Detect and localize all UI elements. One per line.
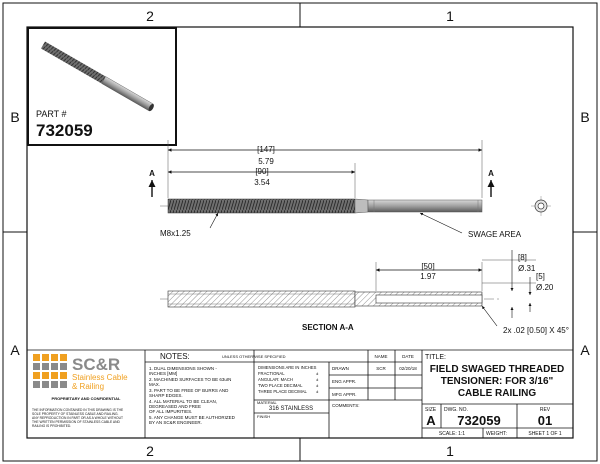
section-marker-right: A: [488, 169, 494, 178]
section-threaded-body: [168, 291, 355, 307]
scale-value: SCALE: 1:1: [438, 431, 466, 437]
zone-right-b: B: [580, 109, 590, 125]
proprietary-text: [32, 408, 124, 428]
dim-id-mm: [5]: [536, 272, 545, 281]
section-view: [160, 250, 569, 335]
section-marker-left: A: [149, 169, 155, 178]
svg-text:±: ±: [316, 371, 319, 376]
isometric-inset: [28, 28, 176, 145]
row-drawn-name: SCR: [376, 366, 386, 371]
svg-text:±: ±: [316, 383, 319, 388]
row-drawn-label: DRAWN: [332, 366, 349, 371]
logo-sub-1: Stainless Cable: [72, 373, 128, 382]
dim-overall-mm: [147]: [257, 145, 275, 154]
svg-text:DIMENSIONS ARE IN INCHES: DIMENSIONS ARE IN INCHES: [258, 365, 317, 370]
svg-text:INCHES [MM]: INCHES [MM]: [149, 371, 178, 376]
end-view: [531, 196, 551, 216]
chamfer-callout: 2x .02 [0.50] X 45°: [503, 326, 569, 335]
notes-list: [149, 366, 236, 425]
thread-callout: M8x1.25: [160, 229, 191, 238]
svg-text:RAILING IS PROHIBITED.: RAILING IS PROHIBITED.: [32, 424, 72, 428]
row-eng-appr-label: ENG APPR.: [332, 379, 357, 384]
dim-bore-length-in: 1.97: [420, 272, 436, 281]
tolerance-block: [258, 365, 319, 394]
svg-text:THE INFORMATION CONTAINED IN T: THE INFORMATION CONTAINED IN THIS DRAWING IS THE: [32, 408, 124, 412]
row-drawn-date: 02/20/18: [399, 366, 417, 371]
title-line-3: CABLE RAILING: [457, 388, 537, 399]
svg-text:TWO PLACE DECIMAL: TWO PLACE DECIMAL: [258, 383, 303, 388]
svg-text:DEGREASED AND FREE: DEGREASED AND FREE: [149, 404, 202, 409]
section-title: SECTION A-A: [302, 323, 354, 332]
dim-od-in: Ø.31: [518, 264, 536, 273]
size-value: A: [426, 413, 436, 428]
svg-text:OF ALL IMPURITIES.: OF ALL IMPURITIES.: [149, 409, 193, 414]
material-value: 316 STAINLESS: [268, 406, 314, 412]
title-label: TITLE:: [425, 354, 447, 361]
dim-thread-mm: [90]: [255, 167, 269, 176]
svg-text:SHARP EDGES.: SHARP EDGES.: [149, 393, 183, 398]
zone-left-a: A: [10, 342, 20, 358]
zone-top-2: 2: [146, 8, 154, 24]
svg-text:THE WRITTEN PERMISSION OF STAI: THE WRITTEN PERMISSION OF STAINLESS CABLE AND: [32, 420, 120, 424]
svg-text:FRACTIONAL: FRACTIONAL: [258, 371, 285, 376]
rev-value: 01: [537, 413, 553, 428]
title-line-2: TENSIONER: FOR 3/16": [440, 376, 554, 387]
zone-bottom-1: 1: [446, 443, 454, 459]
inset-part-number: 732059: [36, 121, 93, 140]
zone-top-1: 1: [446, 8, 454, 24]
sheet-value: SHEET 1 OF 1: [528, 431, 562, 437]
notes-subtitle: UNLESS OTHERWISE SPECIFIED: [222, 354, 286, 359]
svg-text:±: ±: [316, 389, 319, 394]
row-mfg-appr-label: MFG APPR.: [332, 392, 357, 397]
svg-text:5. ANY CHANGE MUST BE AUTHORIZ: 5. ANY CHANGE MUST BE AUTHORIZED: [149, 415, 235, 420]
zone-right-a: A: [580, 342, 590, 358]
svg-text:ANY REPRODUCTION IN PART OR AS: ANY REPRODUCTION IN PART OR AS A WHOLE WITHOUT: [32, 416, 123, 420]
dwg-value: 732059: [457, 413, 501, 428]
material-label: MATERIAL: [257, 400, 277, 405]
top-view: [149, 140, 551, 239]
svg-text:MAX.: MAX.: [149, 382, 161, 387]
size-label: SIZE: [425, 407, 437, 413]
dim-id-in: Ø.20: [536, 283, 554, 292]
row-comments-label: COMMENTS:: [332, 403, 360, 408]
svg-text:2. MACHINED SURFACES TO BE 63u: 2. MACHINED SURFACES TO BE 63uIN: [149, 377, 232, 382]
svg-text:1. DUAL DIMENSIONS SHOWN -: 1. DUAL DIMENSIONS SHOWN -: [149, 366, 217, 371]
svg-text:3. PART TO BE FREE OF BURRS AN: 3. PART TO BE FREE OF BURRS AND: [149, 388, 229, 393]
dim-thread-in: 3.54: [254, 178, 270, 187]
dim-bore-length-mm: [50]: [421, 262, 435, 271]
inset-part-label: PART #: [36, 109, 67, 119]
threaded-section: [168, 199, 355, 213]
weight-label: WEIGHT:: [486, 431, 507, 437]
col-date: DATE: [402, 354, 414, 359]
zone-bottom-2: 2: [146, 443, 154, 459]
svg-text:THREE PLACE DECIMAL: THREE PLACE DECIMAL: [258, 389, 307, 394]
finish-label: FINISH: [257, 414, 271, 419]
dwg-label: DWG. NO.: [444, 407, 468, 413]
swage-callout: SWAGE AREA: [468, 230, 522, 239]
proprietary-heading: PROPRIETARY AND CONFIDENTIAL: [51, 396, 121, 401]
col-name: NAME: [374, 354, 388, 359]
svg-text:4. ALL MATERIAL TO BE CLEAN,: 4. ALL MATERIAL TO BE CLEAN,: [149, 399, 217, 404]
dim-od-mm: [8]: [518, 253, 527, 262]
title-line-1: FIELD SWAGED THREADED: [429, 364, 565, 375]
svg-text:SOLE PROPERTY OF STAINLESS CAB: SOLE PROPERTY OF STAINLESS CABLE AND RAILING.: [32, 412, 119, 416]
logo-sub-2: & Railing: [72, 382, 105, 391]
scr-logo: [33, 354, 128, 391]
logo-main: SC&R: [72, 355, 121, 374]
section-bore: [376, 295, 482, 303]
svg-text:±: ±: [316, 377, 319, 382]
swage-area-body: [368, 200, 482, 212]
dim-overall-in: 5.79: [258, 157, 274, 166]
notes-title: NOTES:: [160, 352, 190, 361]
svg-text:BY AN SC&R ENGINEER.: BY AN SC&R ENGINEER.: [149, 420, 202, 425]
svg-text:ANGULAR: MACH: ANGULAR: MACH: [258, 377, 293, 382]
zone-left-b: B: [10, 109, 20, 125]
rev-label: REV: [539, 407, 551, 413]
